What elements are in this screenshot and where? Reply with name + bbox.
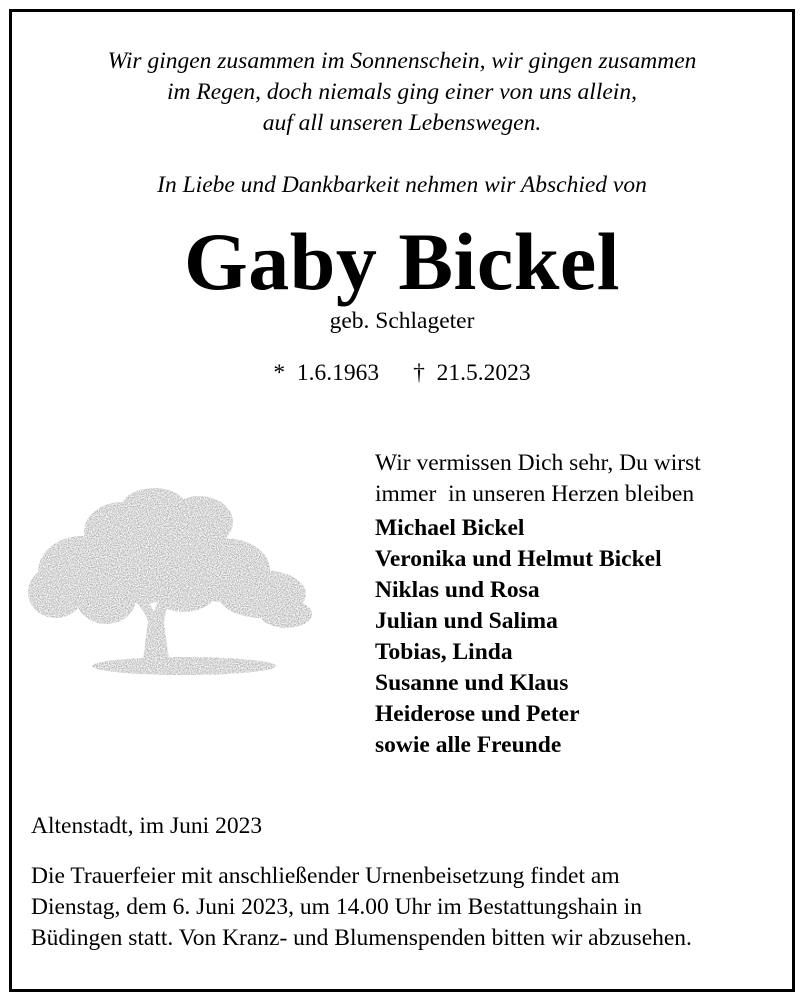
death-date: 21.5.2023 — [436, 360, 531, 386]
family-member: Niklas und Rosa — [375, 577, 540, 603]
family-member: Tobias, Linda — [375, 639, 513, 665]
family-member: Heiderose und Peter — [375, 701, 580, 727]
poem-line: im Regen, doch niemals ging einer von uns allein, — [167, 79, 637, 105]
family-member: Veronika und Helmut Bickel — [375, 546, 662, 572]
ceremony-line: Büdingen statt. Von Kranz- und Blumenspenden bitten wir abzusehen. — [31, 925, 692, 951]
birth-symbol: * — [273, 360, 286, 386]
family-member: Susanne und Klaus — [375, 670, 569, 696]
family-member: sowie alle Freunde — [375, 732, 562, 758]
ceremony-line: Die Trauerfeier mit anschließender Urnenbeisetzung findet am — [31, 863, 620, 889]
tree-icon — [24, 482, 316, 682]
birth-date: 1.6.1963 — [296, 360, 380, 386]
place-date: Altenstadt, im Juni 2023 — [31, 813, 263, 839]
death-symbol: † — [413, 360, 425, 386]
remembrance-line: Wir vermissen Dich sehr, Du wirst — [375, 450, 701, 476]
family-member: Michael Bickel — [375, 515, 525, 541]
maiden-name: geb. Schlageter — [329, 308, 475, 334]
poem-line: auf all unseren Lebenswegen. — [262, 110, 542, 136]
poem-line: Wir gingen zusammen im Sonnenschein, wir gingen zusammen — [107, 48, 697, 74]
farewell-line: In Liebe und Dankbarkeit nehmen wir Abschied von — [157, 172, 647, 198]
life-dates — [0, 358, 804, 388]
deceased-name: Gaby Bickel — [183, 216, 621, 307]
family-member: Julian und Salima — [375, 608, 558, 634]
poem — [0, 46, 804, 139]
family-list — [375, 513, 795, 761]
remembrance-line: immer in unseren Herzen bleiben — [375, 481, 695, 507]
ceremony-text — [31, 861, 791, 954]
ceremony-line: Dienstag, dem 6. Juni 2023, um 14.00 Uhr im Bestattungshain in — [31, 894, 642, 920]
remembrance-text — [375, 448, 795, 510]
